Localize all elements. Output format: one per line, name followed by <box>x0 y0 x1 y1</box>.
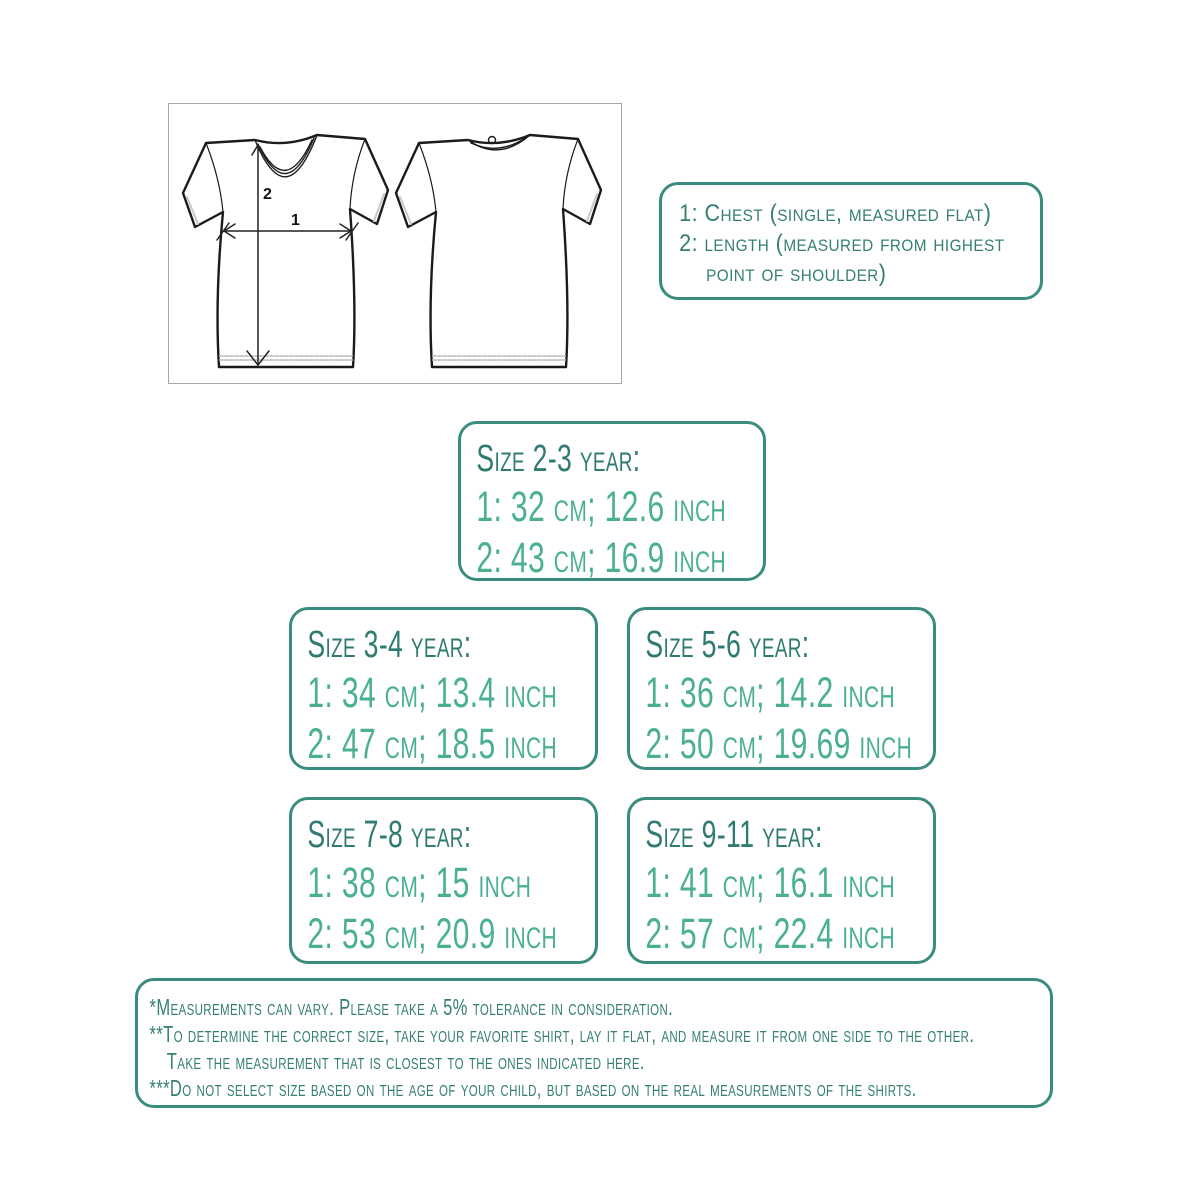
size-title: Size 9-11 year: <box>645 814 823 856</box>
chest-label: 1 <box>291 212 300 229</box>
legend-box <box>659 182 1043 300</box>
tshirt-diagram-svg <box>169 104 621 383</box>
legend-line-length: 2: length (measured from highest <box>679 230 1005 257</box>
size-chest-line: 1: 34 cm; 13.4 inch <box>307 669 558 717</box>
size-chest-line: 1: 41 cm; 16.1 inch <box>645 859 896 907</box>
size-box-2-3-year <box>458 421 766 581</box>
size-box-text <box>292 610 611 770</box>
size-title: Size 7-8 year: <box>307 814 472 856</box>
tshirt-diagram-panel <box>168 103 622 384</box>
size-length-line: 2: 43 cm; 16.9 inch <box>476 534 727 582</box>
size-chest-line: 1: 36 cm; 14.2 inch <box>645 669 896 717</box>
size-length-line: 2: 57 cm; 22.4 inch <box>645 910 896 958</box>
size-length-line: 2: 53 cm; 20.9 inch <box>307 910 558 958</box>
size-box-9-11-year <box>627 797 936 964</box>
size-box-text <box>292 800 611 960</box>
size-chest-line: 1: 38 cm; 15 inch <box>307 859 532 907</box>
notes-text <box>138 981 1062 1102</box>
back-shirt-body <box>396 135 601 367</box>
size-box-text <box>630 610 949 770</box>
note-line-age-warning: ***Do not select size based on the age of your child, but based on the real measurements of the shirts. <box>149 1075 917 1101</box>
notes-box <box>135 978 1053 1108</box>
back-shirt <box>396 135 601 367</box>
size-box-7-8-year <box>289 797 598 964</box>
size-box-3-4-year <box>289 607 598 770</box>
size-box-text <box>630 800 949 960</box>
legend-line-chest: 1: Chest (single, measured flat) <box>679 200 992 227</box>
legend-line-length-cont: point of shoulder) <box>706 260 887 287</box>
front-shirt <box>183 135 388 367</box>
size-box-text <box>461 424 779 584</box>
length-label: 2 <box>263 186 272 203</box>
size-length-line: 2: 47 cm; 18.5 inch <box>307 720 558 768</box>
size-title: Size 2-3 year: <box>476 438 641 480</box>
note-line-determine-cont: Take the measurement that is closest to the ones indicated here. <box>166 1048 645 1074</box>
size-title: Size 5-6 year: <box>645 624 810 666</box>
note-line-tolerance: *Measurements can vary. Please take a 5% tolerance in consideration. <box>149 994 674 1020</box>
note-line-determine: **To determine the correct size, take your favorite shirt, lay it flat, and measure it from one side to the other. <box>149 1021 975 1047</box>
size-length-line: 2: 50 cm; 19.69 inch <box>645 720 913 768</box>
size-title: Size 3-4 year: <box>307 624 472 666</box>
legend-text <box>662 185 1057 289</box>
size-chest-line: 1: 32 cm; 12.6 inch <box>476 483 727 531</box>
size-box-5-6-year <box>627 607 936 770</box>
